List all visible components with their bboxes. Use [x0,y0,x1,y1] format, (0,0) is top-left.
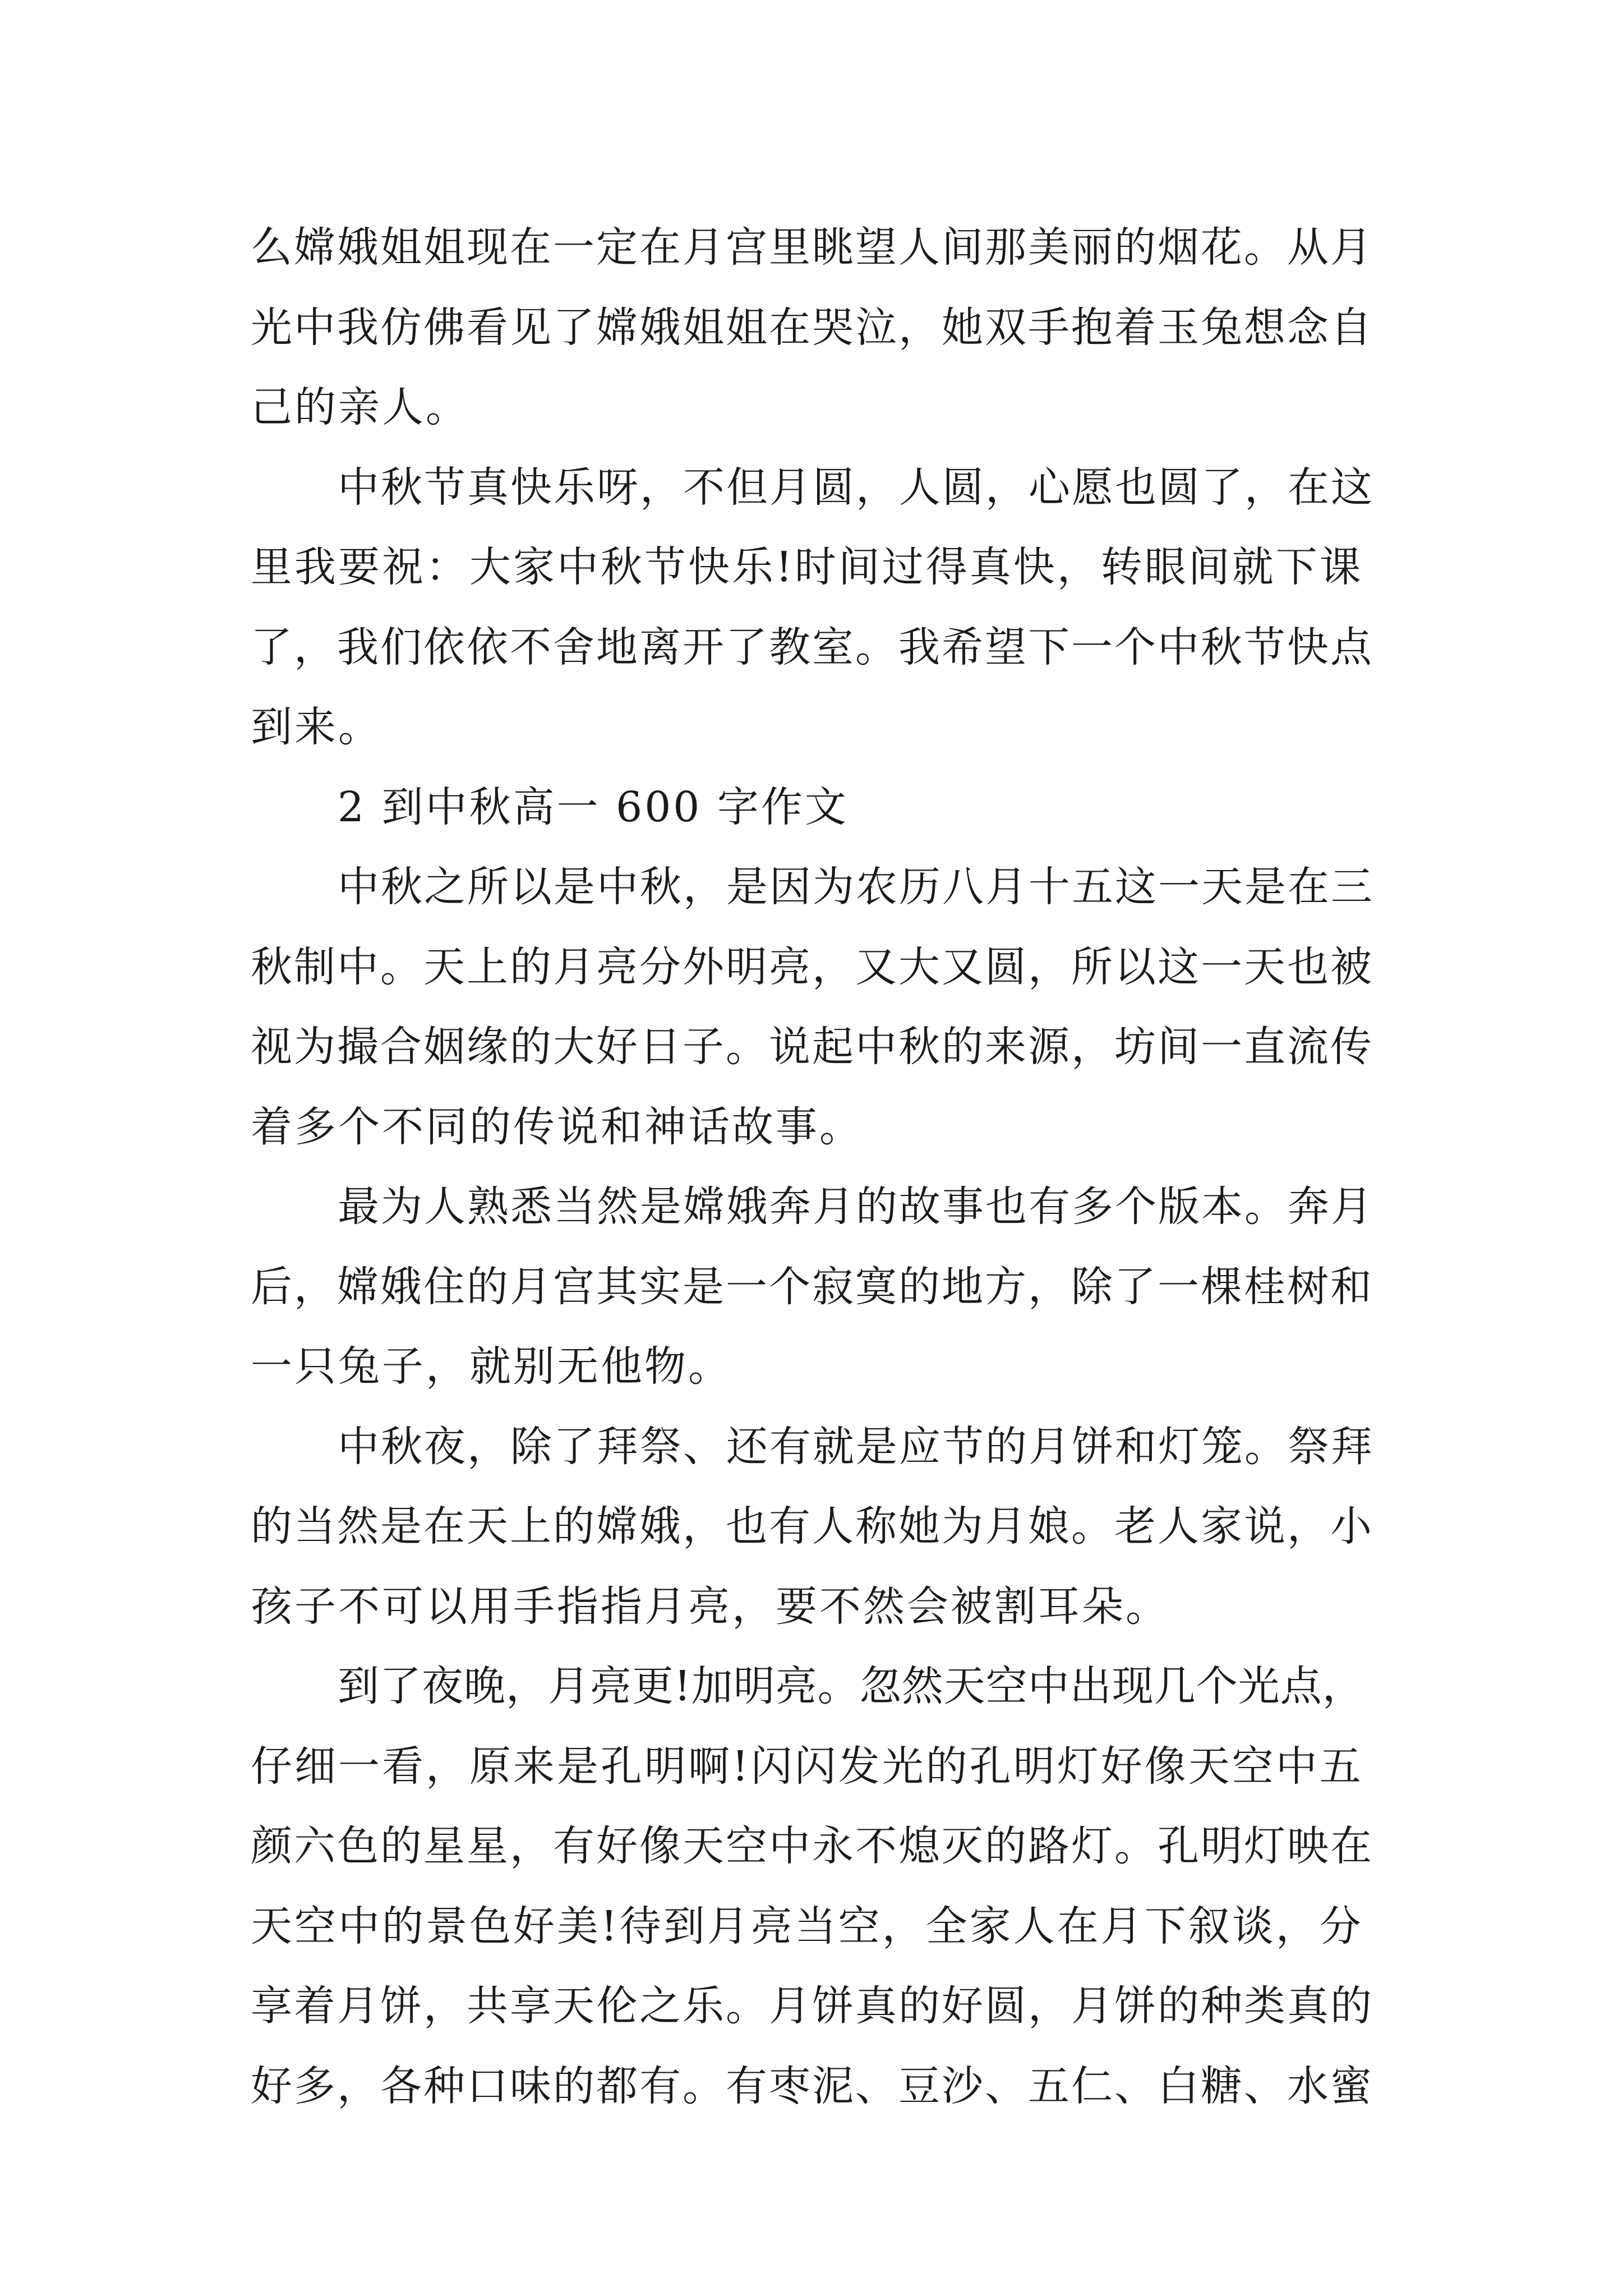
text-line: 后，嫦娥住的月宫其实是一个寂寞的地方，除了一棵桂树和 [251,1262,1373,1311]
text-line: 秋制中。天上的月亮分外明亮，又大又圆，所以这一天也被 [251,942,1373,991]
text-line: 的当然是在天上的嫦娥，也有人称她为月娘。老人家说，小 [251,1502,1373,1550]
text-line: 仔细一看，原来是孔明啊!闪闪发光的孔明灯好像天空中五 [251,1742,1363,1791]
text-line: 己的亲人。 [251,383,469,431]
body-text [251,208,1378,2126]
text-line: 里我要祝：大家中秋节快乐!时间过得真快，转眼间就下课 [251,543,1363,591]
text-line: 一只兔子，就别无他物。 [251,1342,732,1391]
text-line: 视为撮合姻缘的大好日子。说起中秋的来源，坊间一直流传 [251,1023,1373,1071]
text-line: 着多个不同的传说和神话故事。 [251,1102,863,1151]
text-line: 享着月饼，共享天伦之乐。月饼真的好圆，月饼的种类真的 [251,1982,1373,2030]
text-line: 光中我仿佛看见了嫦娥姐姐在哭泣，她双手抱着玉兔想念自 [251,303,1373,352]
text-line: 中秋之所以是中秋，是因为农历八月十五这一天是在三 [338,863,1374,911]
text-line: 颜六色的星星，有好像天空中永不熄灭的路灯。孔明灯映在 [251,1822,1373,1870]
text-line: 孩子不可以用手指指月亮，要不然会被割耳朵。 [251,1582,1169,1631]
text-line: 么嫦娥姐姐现在一定在月宫里眺望人间那美丽的烟花。从月 [251,223,1373,272]
section-heading: 2 到中秋高一 600 字作文 [338,783,849,831]
text-line: 最为人熟悉当然是嫦娥奔月的故事也有多个版本。奔月 [338,1182,1374,1231]
text-line: 到来。 [251,703,382,751]
text-line: 了，我们依依不舍地离开了教室。我希望下一个中秋节快点 [251,623,1373,671]
text-line: 中秋节真快乐呀，不但月圆，人圆，心愿也圆了，在这 [338,463,1374,512]
text-line: 到了夜晚，月亮更!加明亮。忽然天空中出现几个光点， [338,1662,1364,1710]
text-line: 天空中的景色好美!待到月亮当空，全家人在月下叙谈，分 [251,1902,1363,1950]
text-line: 好多，各种口味的都有。有枣泥、豆沙、五仁、白糖、水蜜 [251,2062,1373,2110]
text-line: 中秋夜，除了拜祭、还有就是应节的月饼和灯笼。祭拜 [338,1422,1374,1471]
